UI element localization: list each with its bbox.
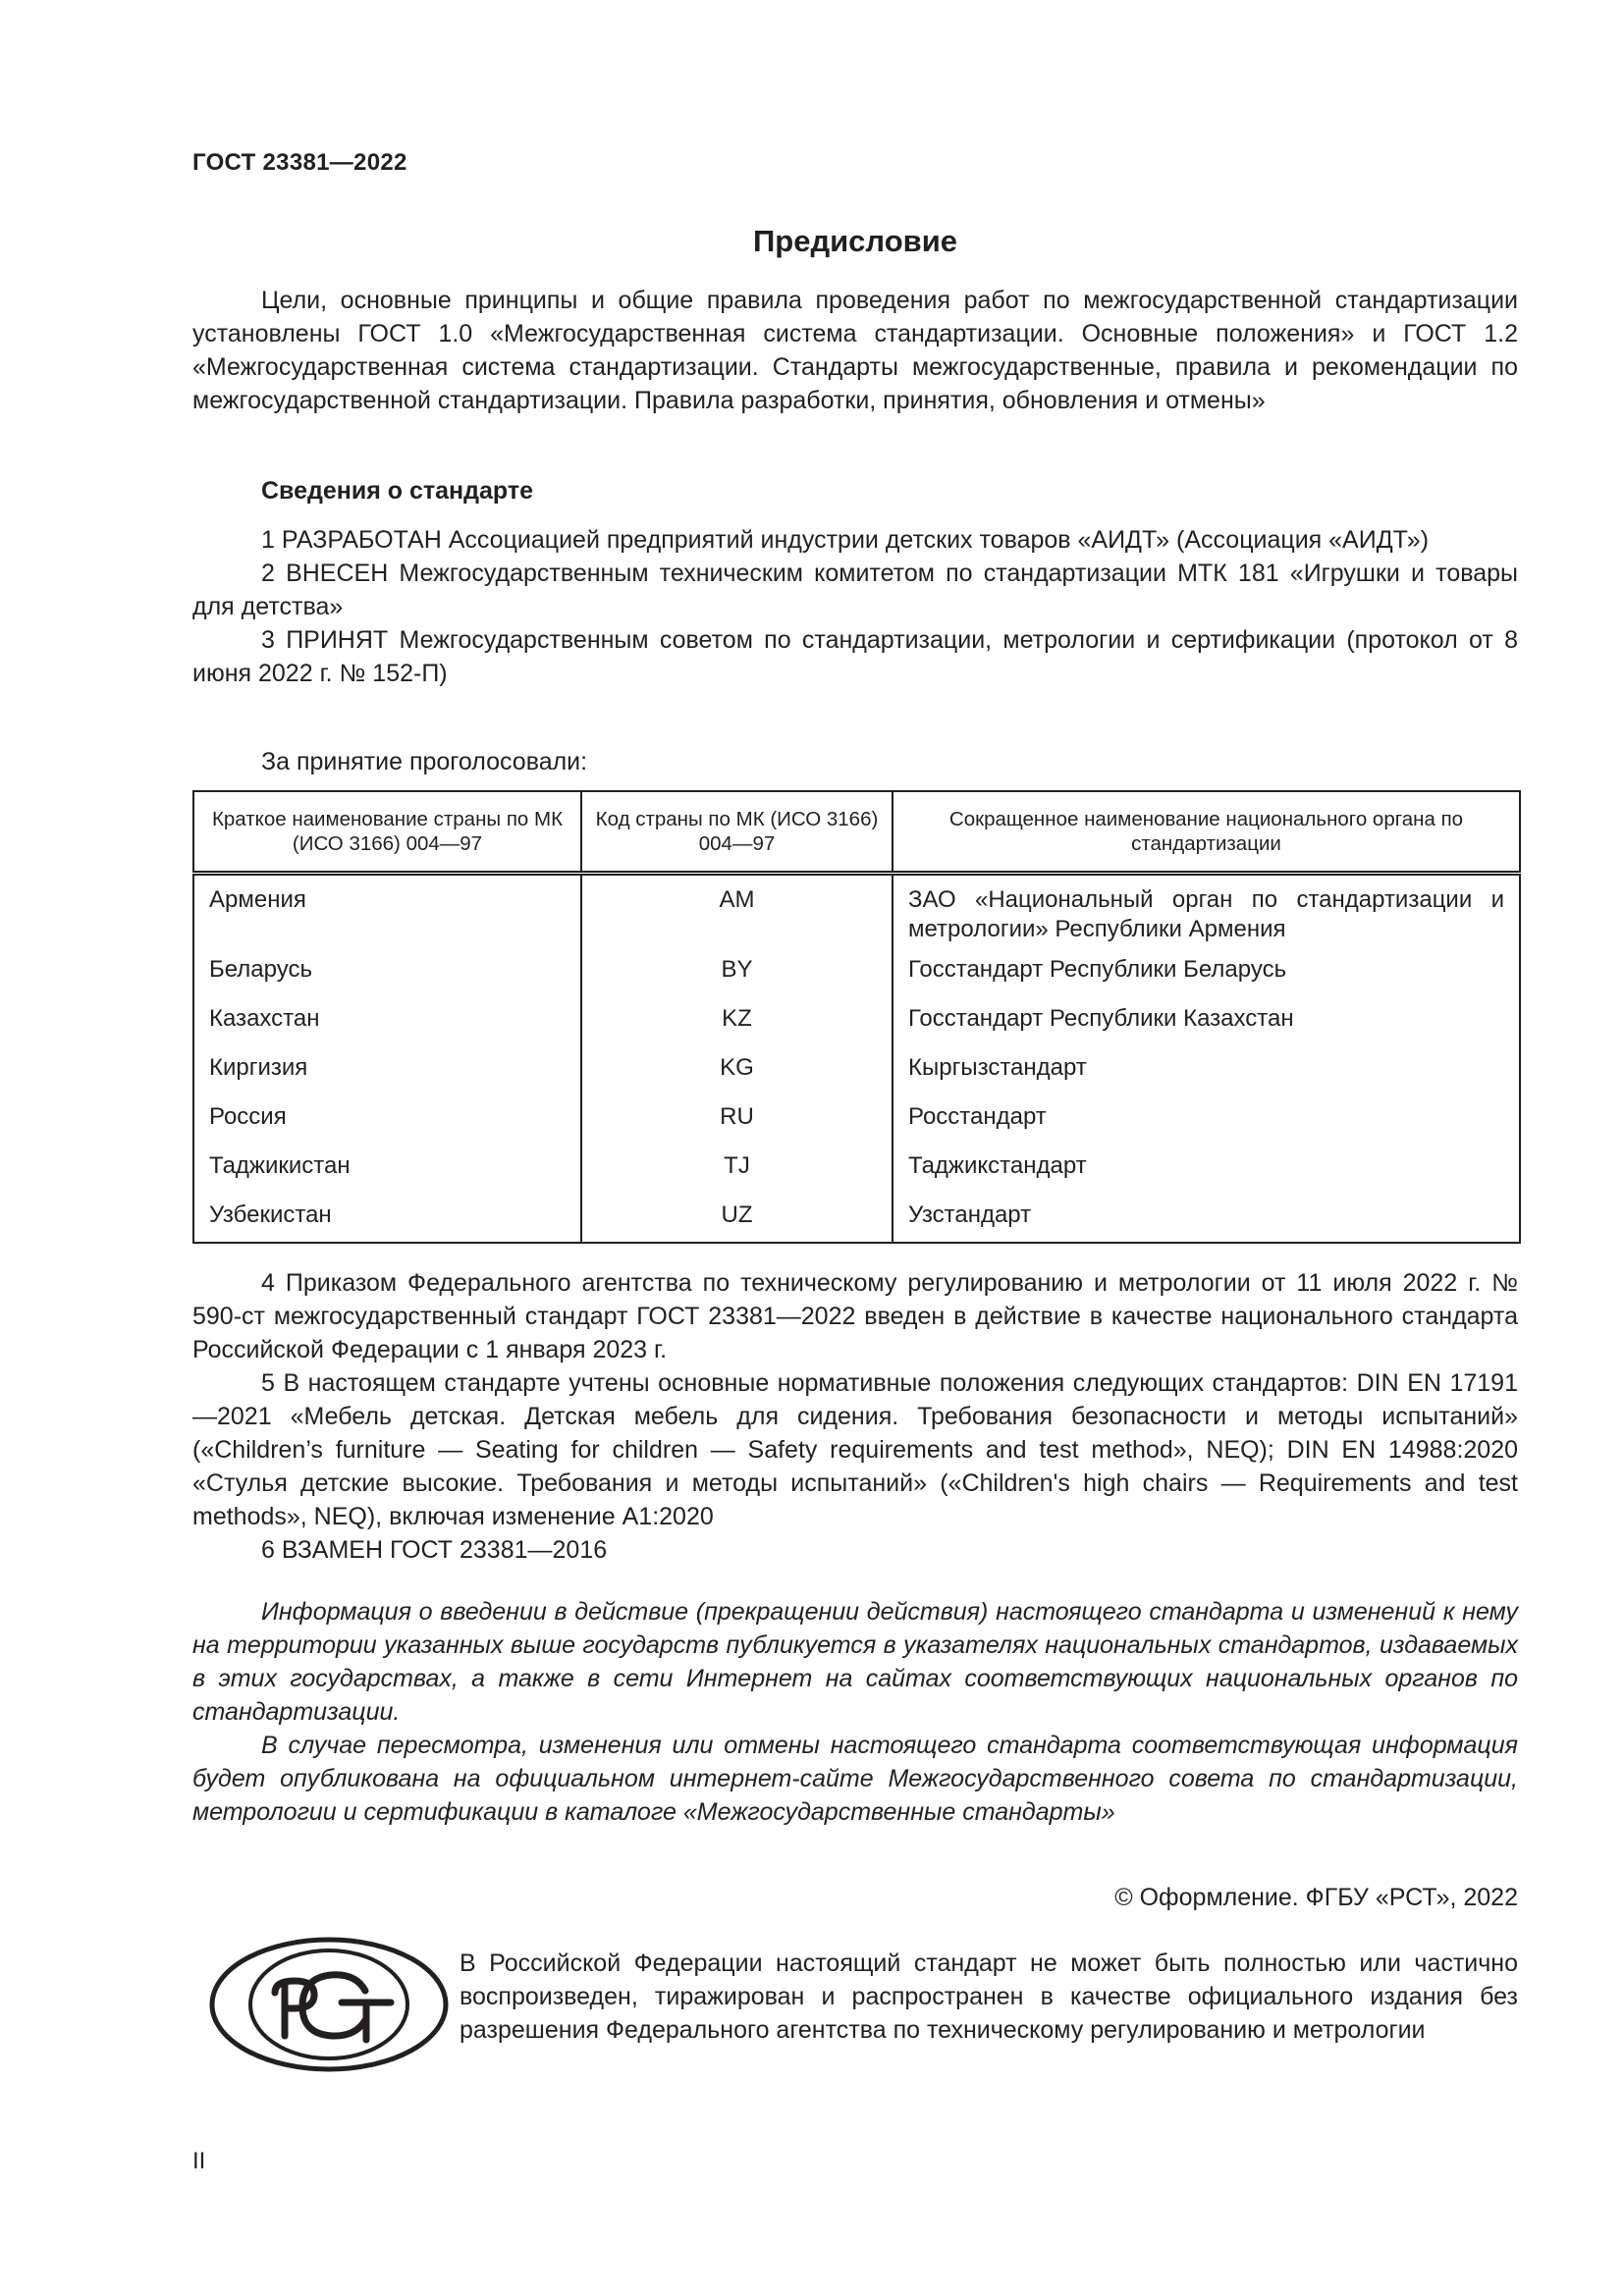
publication-info-paragraph-1: Информация о введении в действие (прекращении действия) настоящего стандарта и изменений к нему на территории указанных выше государств публикуется в указателях национальных стандартов, издаваемых в этих государствах, а также в сети Интернет на сайтах соответствующих национальных органов по стандартизации. bbox=[192, 1598, 1518, 1726]
intro-paragraph bbox=[192, 284, 1518, 417]
cell-body: Таджикстандарт bbox=[893, 1151, 1520, 1201]
info-item-2: 2 ВНЕСЕН Межгосударственным техническим комитетом по стандартизации МТК 181 «Игрушки и товары для детства» bbox=[192, 560, 1518, 620]
cell-country: Казахстан bbox=[193, 1004, 581, 1053]
info-item-1: 1 РАЗРАБОТАН Ассоциацией предприятий индустрии детских товаров «АИДТ» (Ассоциация «АИДТ») bbox=[261, 526, 1430, 554]
cell-code: RU bbox=[581, 1102, 893, 1151]
info-item-6: 6 ВЗАМЕН ГОСТ 23381—2016 bbox=[261, 1536, 608, 1564]
cell-country: Киргизия bbox=[193, 1053, 581, 1102]
reproduction-notice: В Российской Федерации настоящий стандарт не может быть полностью или частично воспроизведен, тиражирован и распространен в качестве официального издания без разрешения Федерального агентства по техническому регулированию и метрологии bbox=[460, 1949, 1518, 2044]
info-item-5: 5 В настоящем стандарте учтены основные нормативные положения следующих стандартов: DIN EN 17191—2021 «Мебель детская. Детская мебель для сидения. Требования безопасности и методы испытаний» («Children’s furniture — Seating for children — Safety requirements and test method», NEQ); DIN EN 14988:2020 «Стулья детские высокие. Требования и методы испытаний» («Children's high chairs — Requirements and test methods», NEQ), включая изменение A1:2020 bbox=[192, 1369, 1518, 1530]
cell-country: Таджикистан bbox=[193, 1151, 581, 1201]
cell-code: BY bbox=[581, 955, 893, 1004]
cell-body: Росстандарт bbox=[893, 1102, 1520, 1151]
cell-code: TJ bbox=[581, 1151, 893, 1201]
header-code: Код страны по МК (ИСО 3166) 004—97 bbox=[581, 791, 893, 874]
copyright-line: © Оформление. ФГБУ «РСТ», 2022 bbox=[1114, 1884, 1518, 1911]
page-number: II bbox=[192, 2148, 206, 2174]
cell-code: UZ bbox=[581, 1201, 893, 1243]
publication-info bbox=[192, 1595, 1518, 1829]
header-body: Сокращенное наименование национального органа по стандартизации bbox=[893, 791, 1520, 874]
info-heading: Сведения о стандарте bbox=[261, 477, 534, 505]
standard-info-list bbox=[192, 523, 1518, 690]
table-row bbox=[193, 1201, 1520, 1243]
info-item-3: 3 ПРИНЯТ Межгосударственным советом по стандартизации, метрологии и сертификации (протокол от 8 июня 2022 г. № 152-П) bbox=[192, 626, 1518, 687]
table-row bbox=[193, 1151, 1520, 1201]
cell-body: Госстандарт Республики Казахстан bbox=[893, 1004, 1520, 1053]
table-row bbox=[193, 1053, 1520, 1102]
table-row bbox=[193, 874, 1520, 956]
cell-body: Узстандарт bbox=[893, 1201, 1520, 1243]
cell-body: ЗАО «Национальный орган по стандартизации и метрологии» Республики Армения bbox=[893, 874, 1520, 956]
cell-body: Кыргызстандарт bbox=[893, 1053, 1520, 1102]
info-item-4: 4 Приказом Федерального агентства по техническому регулированию и метрологии от 11 июля 2022 г. № 590-ст межгосударственный стандарт ГОСТ 23381—2022 введен в действие в качестве национального стандарта Российской Федерации с 1 января 2023 г. bbox=[192, 1269, 1518, 1363]
intro-text: Цели, основные принципы и общие правила проведения работ по межгосударственной стандартизации установлены ГОСТ 1.0 «Межгосударственная система стандартизации. Основные положения» и ГОСТ 1.2 «Межгосударственная система стандартизации. Стандарты межгосударственные, правила и рекомендации по межгосударственной стандартизации. Правила разработки, принятия, обновления и отмены» bbox=[192, 287, 1518, 414]
publication-info-paragraph-2: В случае пересмотра, изменения или отмены настоящего стандарта соответствующая информация будет опубликована на официальном интернет-сайте Межгосударственного совета по стандартизации, метрологии и сертификации в каталоге «Межгосударственные стандарты» bbox=[192, 1732, 1518, 1826]
table-row bbox=[193, 955, 1520, 1004]
standard-info-list-continued bbox=[192, 1266, 1518, 1567]
cell-code: AM bbox=[581, 874, 893, 956]
vote-label: За принятие проголосовали: bbox=[261, 748, 588, 775]
table-row bbox=[193, 1102, 1520, 1151]
page-title: Предисловие bbox=[752, 224, 957, 258]
cell-body: Госстандарт Республики Беларусь bbox=[893, 955, 1520, 1004]
cell-country: Россия bbox=[193, 1102, 581, 1151]
table-row bbox=[193, 1004, 1520, 1053]
cell-country: Беларусь bbox=[193, 955, 581, 1004]
document-page bbox=[192, 0, 1518, 2296]
header-country: Краткое наименование страны по МК (ИСО 3166) 004—97 bbox=[193, 791, 581, 874]
cell-code: KZ bbox=[581, 1004, 893, 1053]
pct-certification-logo-icon bbox=[208, 1934, 450, 2076]
cell-code: KG bbox=[581, 1053, 893, 1102]
cell-country: Узбекистан bbox=[193, 1201, 581, 1243]
vote-table bbox=[192, 790, 1521, 1244]
vote-table-header-row bbox=[193, 791, 1520, 874]
cell-country: Армения bbox=[193, 874, 581, 956]
document-code: ГОСТ 23381—2022 bbox=[192, 149, 407, 176]
